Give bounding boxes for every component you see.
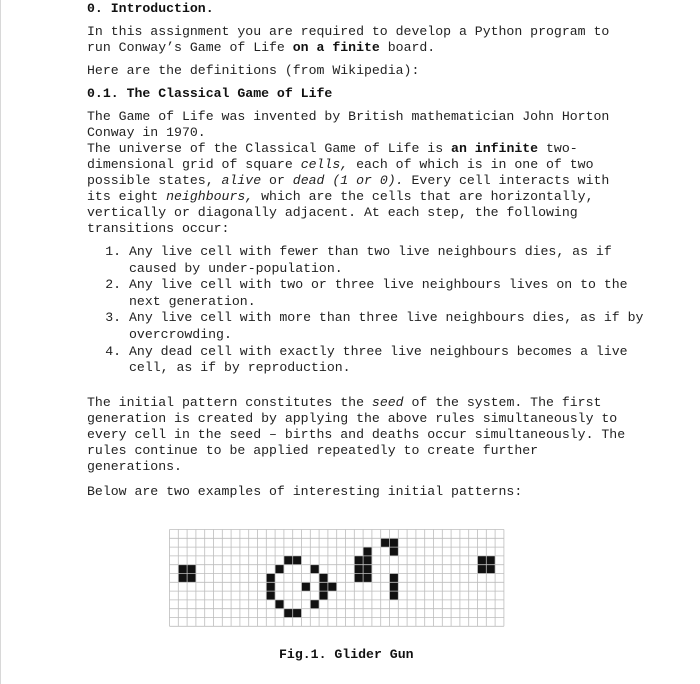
para1-text-2: The universe of the Classical Game of Life is [87,141,452,156]
live-cell [310,600,319,609]
live-cell [310,565,319,574]
intro-paragraph [87,24,627,56]
para1-italic-neighbours: neighbours, [166,189,254,204]
live-cell [187,574,196,583]
live-cell [319,582,328,591]
live-cell [363,574,372,583]
live-cell [319,574,328,583]
live-cell [478,565,487,574]
para1-text-3: two-dimensional grid of square [87,141,578,172]
live-cell [187,565,196,574]
para1-bold-infinite: an infinite [451,141,539,156]
seed-paragraph [87,395,627,475]
live-cell [275,565,284,574]
figure-caption: Fig.1. Glider Gun [279,647,414,662]
live-cell [363,565,372,574]
examples-intro: Below are two examples of interesting initial patterns: [87,484,523,499]
rule-item: 4. Any dead cell with exactly three live neighbours becomes a live cell, as if by reproduction. [129,344,649,377]
live-cell [381,538,390,547]
para1-text-4: each of which is in one of two possible states, [87,157,594,188]
para1-text-5: or [261,173,293,188]
live-cell [178,565,187,574]
intro-bold-finite: on a finite [292,40,380,55]
intro-text-2: board. [379,40,436,55]
live-cell [486,556,495,565]
live-cell [354,574,363,583]
live-cell [178,574,187,583]
live-cell [275,600,284,609]
live-cell [266,574,275,583]
para1-italic-alive: alive [221,173,262,188]
section-title: 0. Introduction. [87,1,214,16]
live-cell [266,591,275,600]
para1-italic-cells: cells, [300,157,349,172]
glider-gun-figure [169,529,505,628]
rule-item: 1. Any live cell with fewer than two live neighbours dies, as if caused by under-population. [129,244,649,277]
subsection-title: 0.1. The Classical Game of Life [87,86,333,101]
live-cell [302,582,311,591]
rule-item: 2. Any live cell with two or three live neighbours lives on to the next generation. [129,277,649,310]
para1-italic-dead: dead (1 or 0). [292,173,404,188]
live-cell [284,609,293,618]
live-cell [390,582,399,591]
para1-text-6: Every cell interacts with its eight [87,173,610,204]
live-cell [328,582,337,591]
definitions-intro: Here are the definitions (from Wikipedia): [87,63,420,78]
transition-rules-list [87,244,649,377]
para2-text-2: of the system. The first generation is created by applying the above rules simultaneously to every cell in the seed – births and deaths occur simultaneously. The rules continue to be applied repeatedly to create further generations. [87,395,626,474]
live-cell [293,609,302,618]
live-cell [363,556,372,565]
live-cell [363,547,372,556]
rule-item: 3. Any live cell with more than three live neighbours dies, as if by overcrowding. [129,310,649,343]
live-cell [354,556,363,565]
live-cell [354,565,363,574]
live-cell [390,547,399,556]
para2-italic-seed: seed [371,395,404,410]
live-cell [319,591,328,600]
para1-text-7: which are the cells that are horizontally, vertically or diagonally adjacent. At each step, the following transitions occur: [87,189,594,236]
live-cell [266,582,275,591]
game-of-life-paragraph [87,109,627,237]
live-cell [478,556,487,565]
live-cell [390,538,399,547]
para2-text-1: The initial pattern constitutes the [87,395,372,410]
intro-text-1: In this assignment you are required to develop a Python program to run Conway’s Game of Life [87,24,610,55]
live-cell [284,556,293,565]
live-cell [293,556,302,565]
para1-text-1: The Game of Life was invented by British mathematician John Horton Conway in 1970. [87,109,610,140]
grid-lines [170,530,504,627]
live-cell [486,565,495,574]
live-cell [390,574,399,583]
live-cell [390,591,399,600]
